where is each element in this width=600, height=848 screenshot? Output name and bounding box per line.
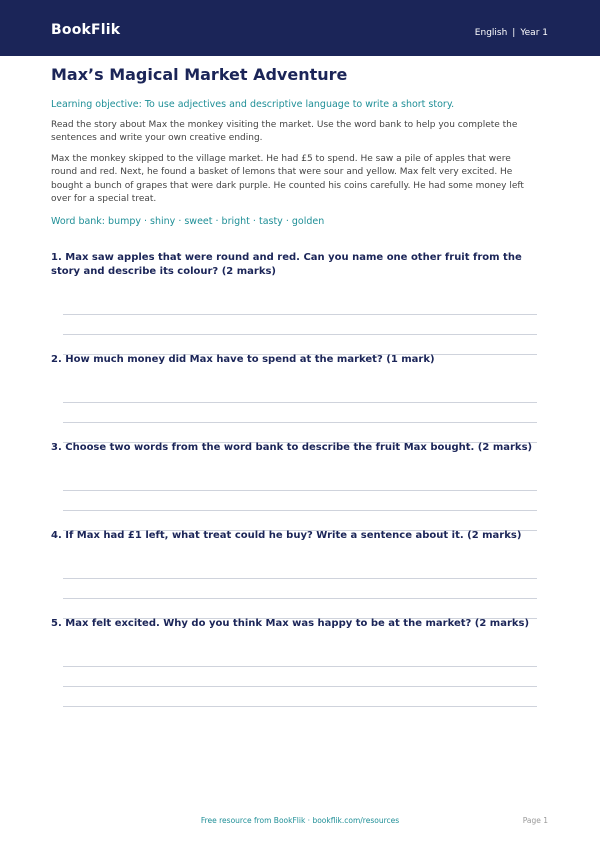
answer-line[interactable] (63, 666, 537, 667)
answer-line[interactable] (63, 686, 537, 687)
answer-line[interactable] (63, 706, 537, 707)
question-1: 1. Max saw apples that were round and red. Can you name one other fruit from the story and describe its colour? (2 marks) (51, 252, 522, 277)
learning-objective: Learning objective: To use adjectives and descriptive language to write a short story. (51, 99, 455, 110)
worksheet-intro (51, 64, 539, 227)
question-3: 3. Choose two words from the word bank to describe the fruit Max bought. (2 marks) (51, 442, 533, 453)
year-label: Year 1 (520, 28, 548, 38)
answer-line[interactable] (63, 314, 537, 315)
brand-logo: BookFlik (51, 22, 121, 38)
word-bank: Word bank: bumpy · shiny · sweet · bright · tasty · golden (51, 216, 325, 228)
answer-line[interactable] (63, 402, 537, 403)
question-5: 5. Max felt excited. Why do you think Max was happy to be at the market? (2 marks) (51, 618, 530, 629)
answer-line[interactable] (63, 490, 537, 491)
header-meta (475, 28, 548, 38)
question-4: 4. If Max had £1 left, what treat could he buy? Write a sentence about it. (2 marks) (51, 530, 522, 541)
answer-line[interactable] (63, 578, 537, 579)
subject-label: English (474, 28, 508, 38)
answer-line[interactable] (63, 598, 537, 599)
answer-line[interactable] (63, 422, 537, 423)
question-2: 2. How much money did Max have to spend at the market? (1 mark) (51, 354, 435, 365)
page-title: Max’s Magical Market Adventure (51, 65, 348, 84)
page-number: Page 1 (522, 816, 548, 825)
meta-separator: | (512, 28, 516, 38)
answer-line[interactable] (63, 334, 537, 335)
answer-line[interactable] (63, 510, 537, 511)
instructions-text: Read the story about Max the monkey visiting the market. Use the word bank to help you complete the sentences and write your own creative ending. (51, 120, 518, 144)
page-header (0, 0, 600, 56)
story-text: Max the monkey skipped to the village market. He had £5 to spend. He saw a pile of apples that were round and red. Next, he found a basket of lemons that were sour and yellow. Max felt very excited. He bought a bunch of grapes that were dark purple. He counted his coins carefully. He had some money left over for a special treat. (51, 153, 524, 205)
footer-source: Free resource from BookFlik · bookflik.com/resources (200, 816, 400, 825)
